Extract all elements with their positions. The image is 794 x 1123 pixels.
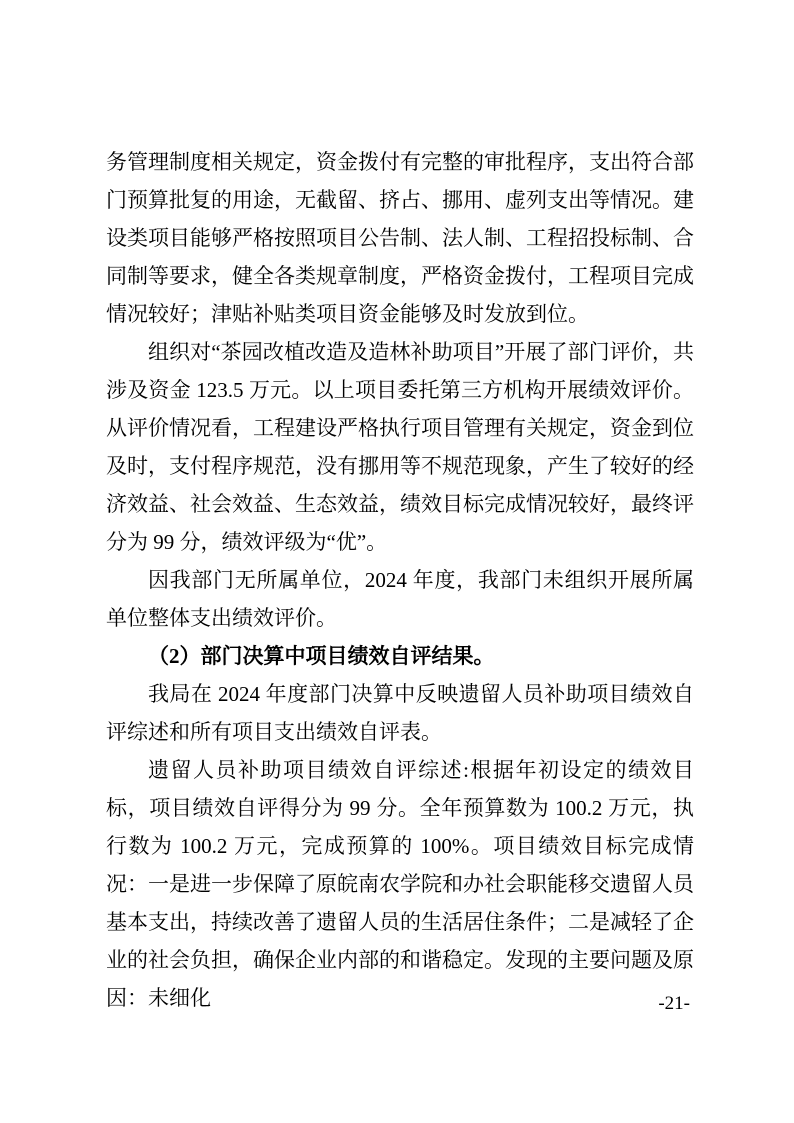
paragraph-legacy-personnel-subsidy-summary: 遗留人员补助项目绩效自评综述:根据年初设定的绩效目标，项目绩效自评得分为 99 分。全年预算数为 100.2 万元，执行数为 100.2 万元，完成预算的 100%。项目绩效目标完成情况：一是进一步保障了原皖南农学院和办社会职能移交遗留人员基本支出，持续改善了遗留人员的生活居住条件；二是减轻了企业的社会负担，确保企业内部的和谐稳定。发现的主要问题及原因：未细化 xyxy=(106,758,694,1010)
paragraph-department-evaluation: 组织对“茶园改植改造及造林补助项目”开展了部门评价，共涉及资金 123.5 万元。以上项目委托第三方机构开展绩效评价。从评价情况看，工程建设严格执行项目管理有关规定，资金到位及时，支付程序规范，没有挪用等不规范现象，产生了较好的经济效益、社会效益、生态效益，绩效目标完成情况较好，最终评分为 99 分，绩效评级为“优”。 xyxy=(106,340,694,554)
section-heading-self-evaluation-results: （2）部门决算中项目绩效自评结果。 xyxy=(148,644,495,668)
paragraph-continuation: 务管理制度相关规定，资金拨付有完整的审批程序，支出符合部门预算批复的用途，无截留、挤占、挪用、虚列支出等情况。建设类项目能够严格按照项目公告制、法人制、工程招投标制、合同制等要求，健全各类规章制度，严格资金拨付，工程项目完成情况较好；津贴补贴类项目资金能够及时发放到位。 xyxy=(106,150,694,326)
document-text-block xyxy=(106,143,694,1017)
paragraph-no-subordinate-units: 因我部门无所属单位，2024 年度，我部门未组织开展所属单位整体支出绩效评价。 xyxy=(106,568,694,630)
paragraph-final-accounts-reflection: 我局在 2024 年度部门决算中反映遗留人员补助项目绩效自评综述和所有项目支出绩效自评表。 xyxy=(106,682,694,744)
page-number: -21- xyxy=(658,993,690,1014)
